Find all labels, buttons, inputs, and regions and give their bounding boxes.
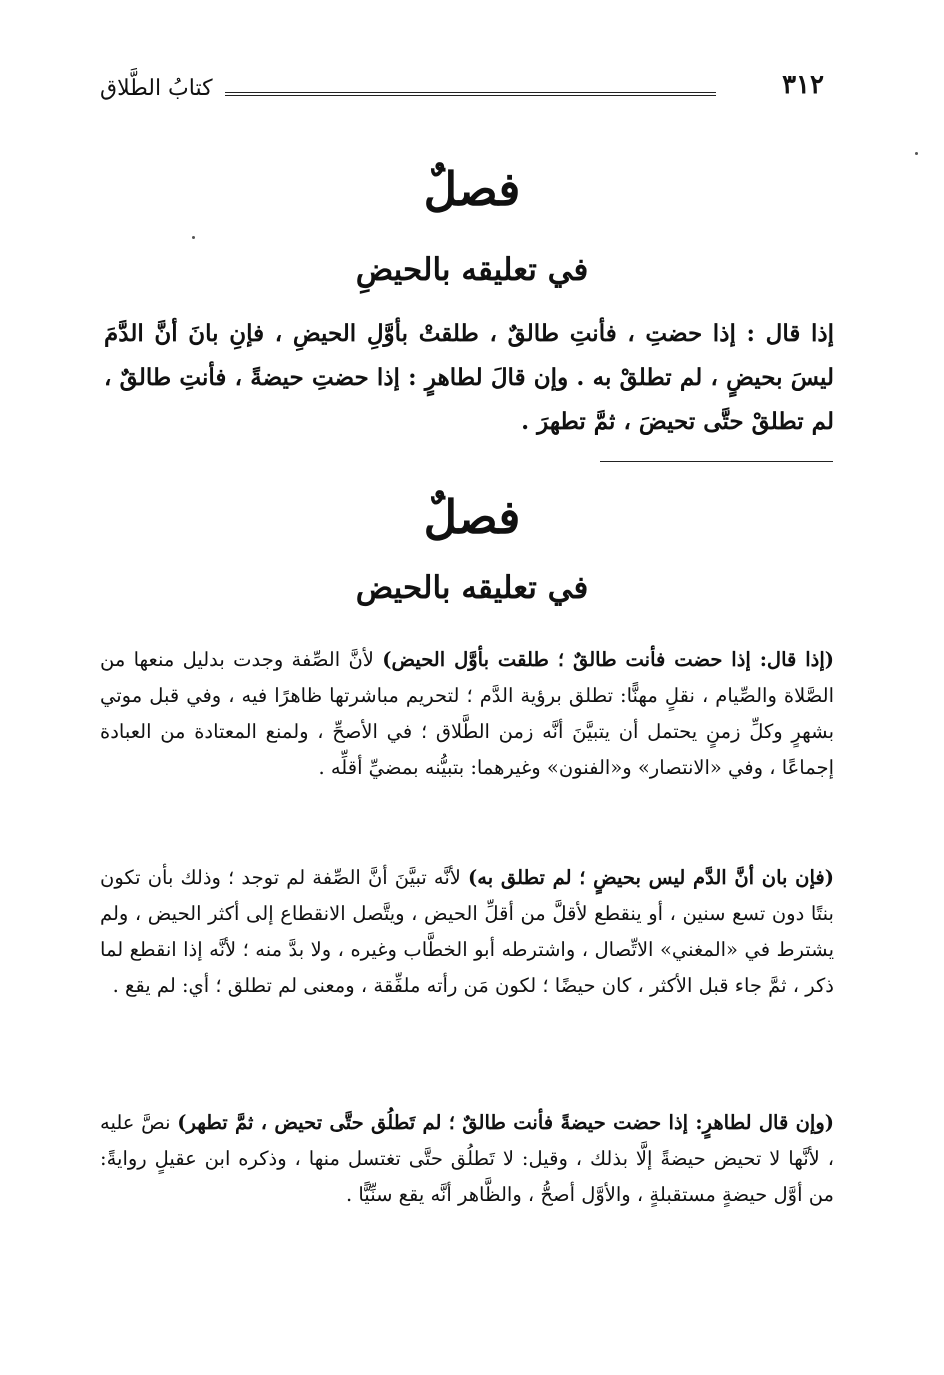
commentary-subheading: في تعليقه بالحيض bbox=[355, 570, 589, 606]
section-subheading: في تعليقه بالحيضِ bbox=[355, 252, 589, 288]
matn-text: إذا قال : إذا حضتِ ، فأنتِ طالقٌ ، طلقتْ بأوَّلِ الحيضِ ، فإنِ بانَ أنَّ الدَّمَ ليسَ بحيضٍ ، لم تطلقْ به . وإن قالَ لطاهرٍ : إذا حضتِ حيضةً ، فأنتِ طالقٌ ، لم تطلقْ حتَّى تحيضَ ، ثمَّ تطهرَ . bbox=[104, 320, 834, 435]
speck bbox=[915, 152, 918, 155]
section-heading: فصلٌ bbox=[423, 162, 521, 216]
book-title: كتابُ الطَّلاق bbox=[100, 76, 213, 101]
commentary-text: نصَّ عليه ، لأنَّها لا تحيض حيضةً إلَّا بذلك ، وقيل: لا تَطلُق حتَّى تغتسل منها ، وذكره ابن عقيلٍ روايةً: من أوَّل حيضةٍ مستقبلةٍ ، والأوَّل أصحُّ ، والظَّاهر أنَّه يقع سنِّيًّا . bbox=[100, 1111, 834, 1206]
page-number: ٣١٢ bbox=[782, 70, 824, 100]
commentary-text: لأنَّ الصِّفة وجدت بدليل منعها من الصَّلاة والصِّيام ، نقلٍ مهنًّا: تطلق برؤية الدَّم ؛ لتحريم مباشرتها ظاهرًا فيه ، وفي قبل موتي بشهرٍ وكلِّ زمنٍ يحتمل أن يتبيَّنَ أنَّه زمن الطَّلاق ؛ في الأصحِّ ، ولمنع المعتادة من العبادة إجماعًا ، وفي «الانتصار» و«الفنون» وغيرهما: بتبيُّنه بمضيِّ أقلِّه . bbox=[100, 648, 834, 779]
separator-line bbox=[600, 461, 833, 462]
commentary-paragraph bbox=[100, 642, 834, 786]
commentary-paragraph bbox=[100, 860, 834, 1004]
header-rule bbox=[225, 92, 716, 96]
quoted-matn: (فإن بان أنَّ الدَّم ليس بحيضٍ ؛ لم تطلق به) bbox=[468, 866, 834, 889]
quoted-matn: (إذا قال: إذا حضت فأنت طالقٌ ؛ طلقت بأوَّل الحيض) bbox=[382, 648, 834, 671]
commentary-heading: فصلٌ bbox=[423, 490, 521, 544]
running-header bbox=[100, 70, 824, 114]
speck bbox=[192, 236, 195, 239]
quoted-matn: (وإن قال لطاهرٍ: إذا حضت حيضةً فأنت طالقٌ ؛ لم تَطلُق حتَّى تحيض ، ثمَّ تطهر) bbox=[177, 1111, 834, 1134]
commentary-paragraph bbox=[100, 1105, 834, 1213]
commentary-text: لأنَّه تبيَّنَ أنَّ الصِّفة لم توجد ؛ وذلك بأن تكون بنتًا دون تسع سنين ، أو ينقطع لأقلَّ من أقلِّ الحيض ، ويتَّصل الانقطاع إلى أكثر الحيض ، ولم يشترط في «المغني» الاتِّصال ، واشترطه أبو الخطَّاب وغيره ، ولا بدَّ منه ؛ لأنَّه إذا انقطع لما ذكر ، ثمَّ جاء قبل الأكثر ، كان حيضًا ؛ لكون مَن رأته ملفِّقة ، ومعنى لم تطلق ؛ أي: لم يقع . bbox=[100, 866, 834, 997]
